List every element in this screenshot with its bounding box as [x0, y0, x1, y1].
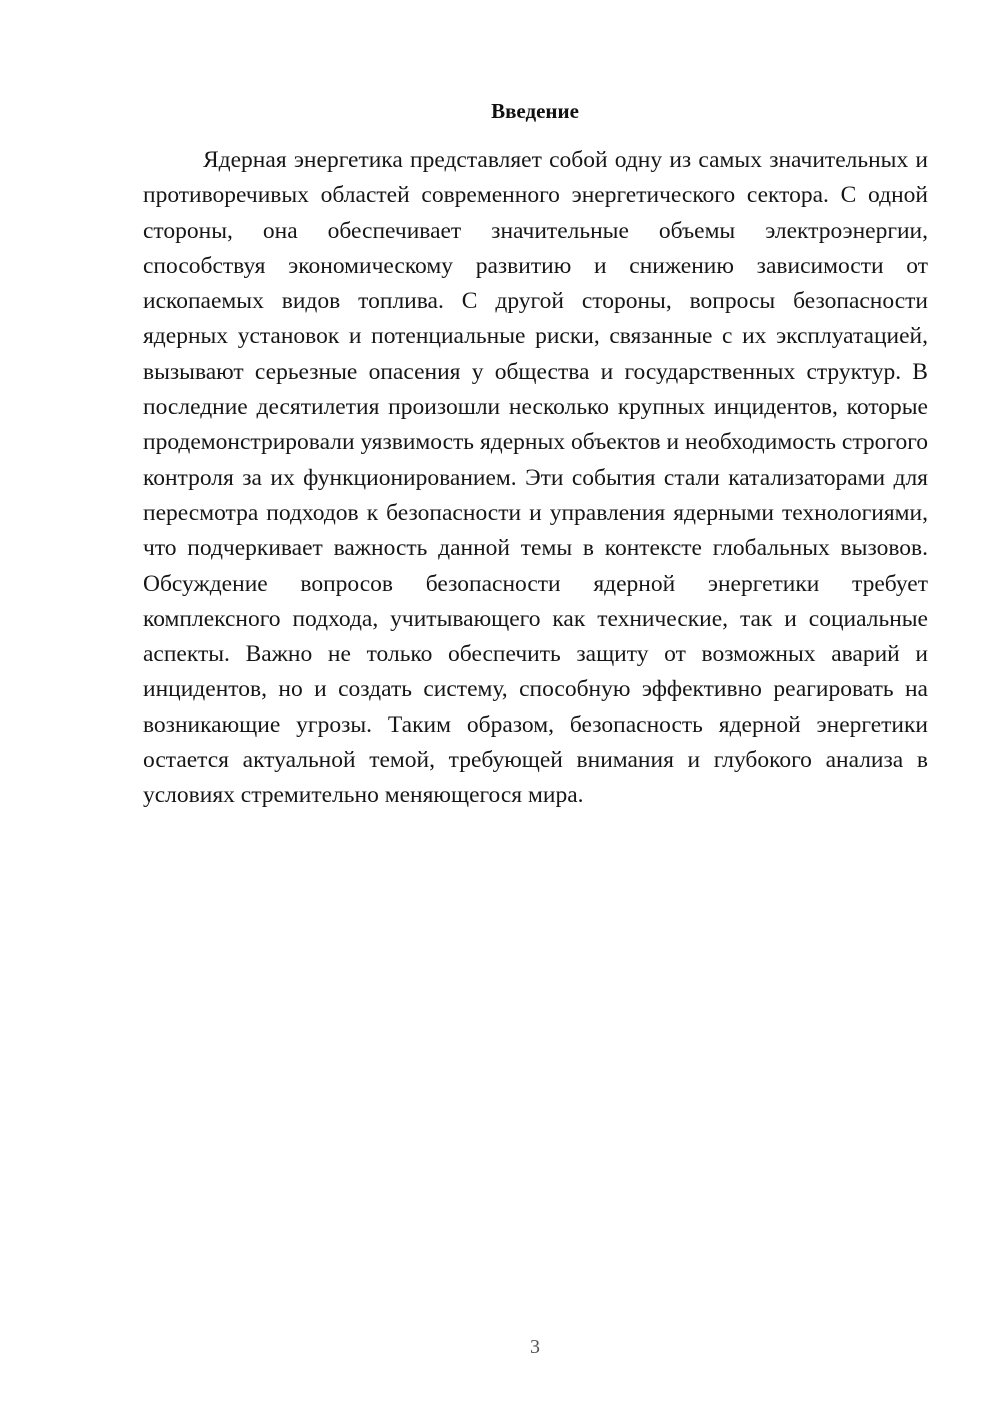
introduction-paragraph: Ядерная энергетика представляет собой одну из самых значительных и противоречивых областей современного энергетического сектора. С одной стороны, она обеспечивает значительные объемы электроэнергии, способствуя экономическому развитию и снижению зависимости от ископаемых видов топлива. С другой стороны, вопросы безопасности ядерных установок и потенциальные риски, связанные с их эксплуатацией, вызывают серьезные опасения у общества и государственных структур. В последние десятилетия произошли несколько крупных инцидентов, которые продемонстрировали уязвимость ядерных объектов и необходимость строгого контроля за их функционированием. Эти события стали катализаторами для пересмотра подходов к безопасности и управления ядерными технологиями, что подчеркивает важность данной темы в контексте глобальных вызовов. Обсуждение вопросов безопасности ядерной энергетики требует комплексного подхода, учитывающего как технические, так и социальные аспекты. Важно не только обеспечить защиту от возможных аварий и инцидентов, но и создать систему, способную эффективно реагировать на возникающие угрозы. Таким образом, безопасность ядерной энергетики остается актуальной темой, требующей внимания и глубокого анализа в условиях стремительно меняющегося мира. [143, 147, 928, 809]
page-number: 3 [530, 1336, 540, 1358]
section-heading: Введение [491, 99, 579, 123]
